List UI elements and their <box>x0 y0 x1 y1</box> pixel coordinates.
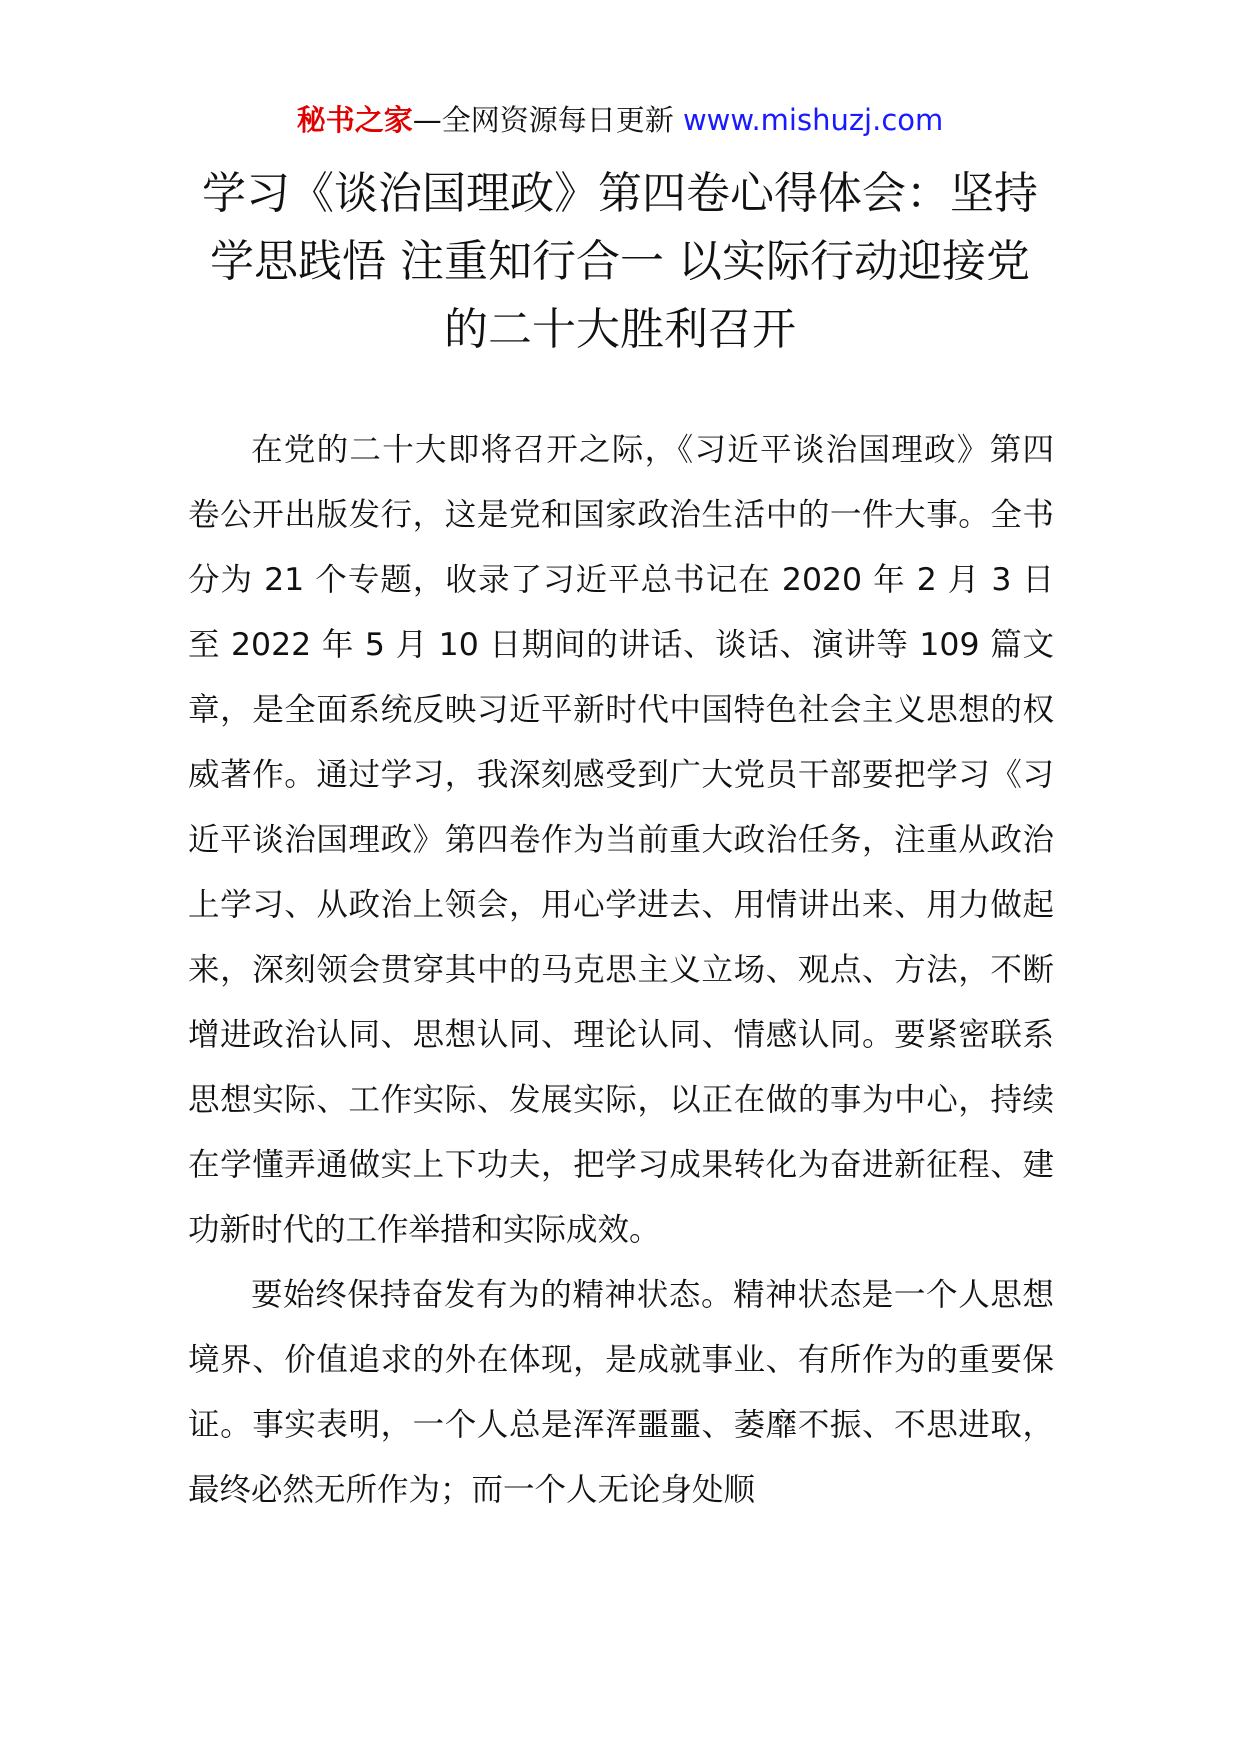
body-paragraph: 要始终保持奋发有为的精神状态。精神状态是一个人思想境界、价值追求的外在体现，是成就事业、有所作为的重要保证。事实表明，一个人总是浑浑噩噩、萎靡不振、不思进取，最终必然无所作为；而一个人无论身处顺 <box>188 1277 1054 1508</box>
site-header <box>0 98 1240 142</box>
site-tagline: —全网资源每日更新 <box>412 103 683 137</box>
site-url-link[interactable]: www.mishuzj.com <box>682 103 944 137</box>
document-title: 学习《谈治国理政》第四卷心得体会：坚持学思践悟 注重知行合一 以实际行动迎接党的二十大胜利召开 <box>202 168 1038 355</box>
site-brand: 秘书之家 <box>296 103 413 137</box>
document-body <box>188 418 1054 1523</box>
body-paragraph: 在党的二十大即将召开之际，《习近平谈治国理政》第四卷公开出版发行，这是党和国家政治生活中的一件大事。全书分为 21 个专题，收录了习近平总书记在 2020 年 2 月 3 日至 2022 年 5 月 10 日期间的讲话、谈话、演讲等 109 篇文章，是全面系统反映习近平新时代中国特色社会主义思想的权威著作。通过学习，我深刻感受到广大党员干部要把学习《习近平谈治国理政》第四卷作为当前重大政治任务，注重从政治上学习、从政治上领会，用心学进去、用情讲出来、用力做起来，深刻领会贯穿其中的马克思主义立场、观点、方法，不断增进政治认同、思想认同、理论认同、情感认同。要紧密联系思想实际、工作实际、发展实际，以正在做的事为中心，持续在学懂弄通做实上下功夫，把学习成果转化为奋进新征程、建功新时代的工作举措和实际成效。 <box>188 432 1054 1248</box>
